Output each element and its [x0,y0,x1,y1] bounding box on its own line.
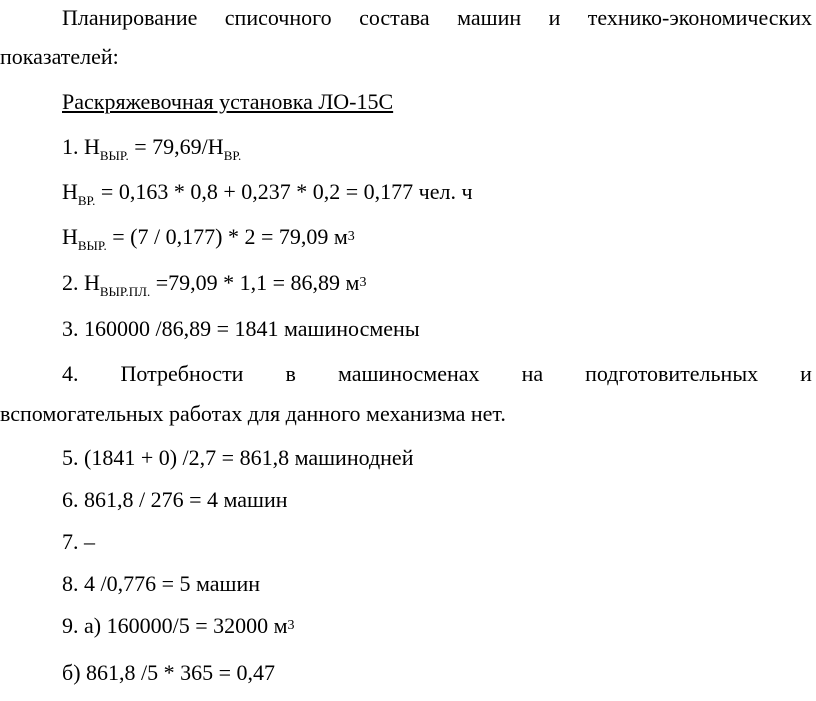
formula-line-5: 3. 160000 /86,89 = 1841 машиносмены [62,316,420,341]
formula-line-9: 7. – [62,529,95,554]
heading-line [62,3,812,33]
formula-line-2: $Н_{ВР.} = 0,163 * 0,8 + 0,237 * 0,2 = 0,177$ чел. ч [62,179,473,208]
paragraph-line-6: 4. Потребности в машиносменах на подготовительных и [62,361,812,386]
heading-word: списочного [224,5,332,30]
formula-line-8: 6. 861,8 / 276 = 4 машин [62,487,288,512]
heading-word: и [548,5,561,30]
formula-line-11: 9. а) 160000/5 = 32000 $м^3$ [62,613,295,638]
formula-line-1: 1. $Н_{ВЫР.} = 79,69/Н_{ВР.}$ [62,134,242,163]
heading-word: машин [457,5,522,30]
formula-line-12: б) 861,8 /5 * 365 = 0,47 [62,660,276,685]
heading-continuation: показателей: [0,44,119,69]
formula-line-10: 8. 4 /0,776 = 5 машин [62,571,261,596]
formula-line-3: $Н_{ВЫР.} = (7 / 0,177) * 2 = 79,09$ $м^3$ [62,224,355,253]
paragraph-continuation: вспомогательных работах для данного механизма нет. [0,401,506,426]
heading-word: технико-экономических [587,5,812,30]
formula-line-4: 2. $Н_{ВЫР.ПЛ.} =79,09 * 1,1 = 86,89$ $м^3$ [62,270,367,299]
heading-word: состава [359,5,430,30]
heading-word: Планирование [62,5,198,30]
equipment-title: Раскряжевочная установка ЛО-15С [62,89,394,114]
formula-line-7: 5. (1841 + 0) /2,7 = 861,8 машинодней [62,445,414,470]
